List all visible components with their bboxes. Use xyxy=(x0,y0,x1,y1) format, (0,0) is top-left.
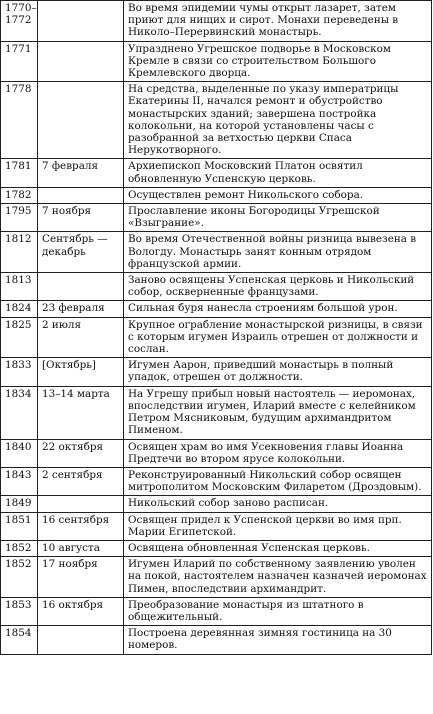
date-cell: [Октябрь] xyxy=(38,358,124,386)
date-cell xyxy=(38,626,124,654)
year-cell: 1795 xyxy=(1,204,38,232)
table-row xyxy=(1,301,432,317)
table-row xyxy=(1,204,432,232)
event-cell: Сильная буря нанесла строениям большой урон. xyxy=(124,301,432,317)
table-row xyxy=(1,557,432,598)
event-cell: Никольский собор заново расписан. xyxy=(124,496,432,512)
event-cell: Во время эпидемии чумы открыт лазарет, затем приют для нищих и сирот. Монахи переведены в Николо–Перервинский монастырь. xyxy=(124,1,432,42)
date-cell xyxy=(38,82,124,159)
event-cell: Освящен храм во имя Усекновения главы Иоанна Предтечи во втором ярусе колокольни. xyxy=(124,439,432,467)
table-row xyxy=(1,41,432,82)
year-cell: 1824 xyxy=(1,301,38,317)
year-cell: 1843 xyxy=(1,467,38,495)
event-cell: Построена деревянная зимняя гостиница на 30 номеров. xyxy=(124,626,432,654)
year-cell: 1849 xyxy=(1,496,38,512)
date-cell xyxy=(38,496,124,512)
event-cell: Преобразование монастыря из штатного в общежительный. xyxy=(124,597,432,625)
event-cell: Освящен придел к Успенской церкви во имя прп. Марии Египетской. xyxy=(124,512,432,540)
event-cell: Реконструированный Никольский собор освящен митрополитом Московским Филаретом (Дроздовым). xyxy=(124,467,432,495)
date-cell: 23 февраля xyxy=(38,301,124,317)
year-cell: 1833 xyxy=(1,358,38,386)
date-cell: Сентябрь — декабрь xyxy=(38,232,124,273)
chronicle-body xyxy=(1,1,432,655)
year-cell: 1781 xyxy=(1,159,38,187)
table-row xyxy=(1,386,432,439)
event-cell: Во время Отечественной войны ризница вывезена в Вологду. Монастырь занят конным отрядом французской армии. xyxy=(124,232,432,273)
table-row xyxy=(1,82,432,159)
table-row xyxy=(1,358,432,386)
table-row xyxy=(1,496,432,512)
year-cell: 1812 xyxy=(1,232,38,273)
event-cell: Заново освящены Успенская церковь и Никольский собор, оскверненные французами. xyxy=(124,273,432,301)
date-cell: 7 февраля xyxy=(38,159,124,187)
table-row xyxy=(1,512,432,540)
table-row xyxy=(1,467,432,495)
year-cell: 1770–1772 xyxy=(1,1,38,42)
year-cell: 1840 xyxy=(1,439,38,467)
table-row xyxy=(1,597,432,625)
event-cell: Крупное ограбление монастырской ризницы, в связи с которым игумен Израиль отрешен от должности и сослан. xyxy=(124,317,432,358)
event-cell: Прославление иконы Богородицы Угрешской «Взыграние». xyxy=(124,204,432,232)
event-cell: Осуществлен ремонт Никольского собора. xyxy=(124,187,432,203)
year-cell: 1854 xyxy=(1,626,38,654)
date-cell: 22 октября xyxy=(38,439,124,467)
table-row xyxy=(1,540,432,556)
year-cell: 1853 xyxy=(1,597,38,625)
date-cell xyxy=(38,1,124,42)
event-cell: Игумен Иларий по собственному заявлению уволен на покой, настоятелем назначен казначей иеромонах Пимен, впоследствии архимандрит. xyxy=(124,557,432,598)
table-row xyxy=(1,273,432,301)
event-cell: На Угрешу прибыл новый настоятель — иеромонах, впоследствии игумен, Иларий вместе с келейником Петром Мясниковым, будущим архимандритом Пименом. xyxy=(124,386,432,439)
event-cell: Архиепископ Московский Платон освятил обновленную Успенскую церковь. xyxy=(124,159,432,187)
year-cell: 1852 xyxy=(1,557,38,598)
date-cell: 2 июля xyxy=(38,317,124,358)
date-cell: 13–14 марта xyxy=(38,386,124,439)
table-row xyxy=(1,159,432,187)
table-row xyxy=(1,626,432,654)
year-cell: 1771 xyxy=(1,41,38,82)
table-row xyxy=(1,232,432,273)
year-cell: 1825 xyxy=(1,317,38,358)
date-cell xyxy=(38,273,124,301)
date-cell xyxy=(38,41,124,82)
table-row xyxy=(1,187,432,203)
date-cell: 2 сентября xyxy=(38,467,124,495)
table-row xyxy=(1,439,432,467)
table-row xyxy=(1,1,432,42)
event-cell: На средства, выделенные по указу императрицы Екатерины II, начался ремонт и обустройство монастырских зданий; завершена постройка колокольни, на которой установлены часы с разобранной за ветхостью церкви Спаса Нерукотворного. xyxy=(124,82,432,159)
date-cell: 17 ноября xyxy=(38,557,124,598)
table-row xyxy=(1,317,432,358)
year-cell: 1782 xyxy=(1,187,38,203)
year-cell: 1851 xyxy=(1,512,38,540)
date-cell: 10 августа xyxy=(38,540,124,556)
date-cell: 7 ноября xyxy=(38,204,124,232)
year-cell: 1852 xyxy=(1,540,38,556)
year-cell: 1778 xyxy=(1,82,38,159)
year-cell: 1813 xyxy=(1,273,38,301)
date-cell xyxy=(38,187,124,203)
event-cell: Игумен Аарон, приведший монастырь в полный упадок, отрешен от должности. xyxy=(124,358,432,386)
year-cell: 1834 xyxy=(1,386,38,439)
event-cell: Упразднено Угрешское подворье в Московском Кремле в связи со строительством Большого Кремлевского дворца. xyxy=(124,41,432,82)
event-cell: Освящена обновленная Успенская церковь. xyxy=(124,540,432,556)
date-cell: 16 октября xyxy=(38,597,124,625)
date-cell: 16 сентября xyxy=(38,512,124,540)
